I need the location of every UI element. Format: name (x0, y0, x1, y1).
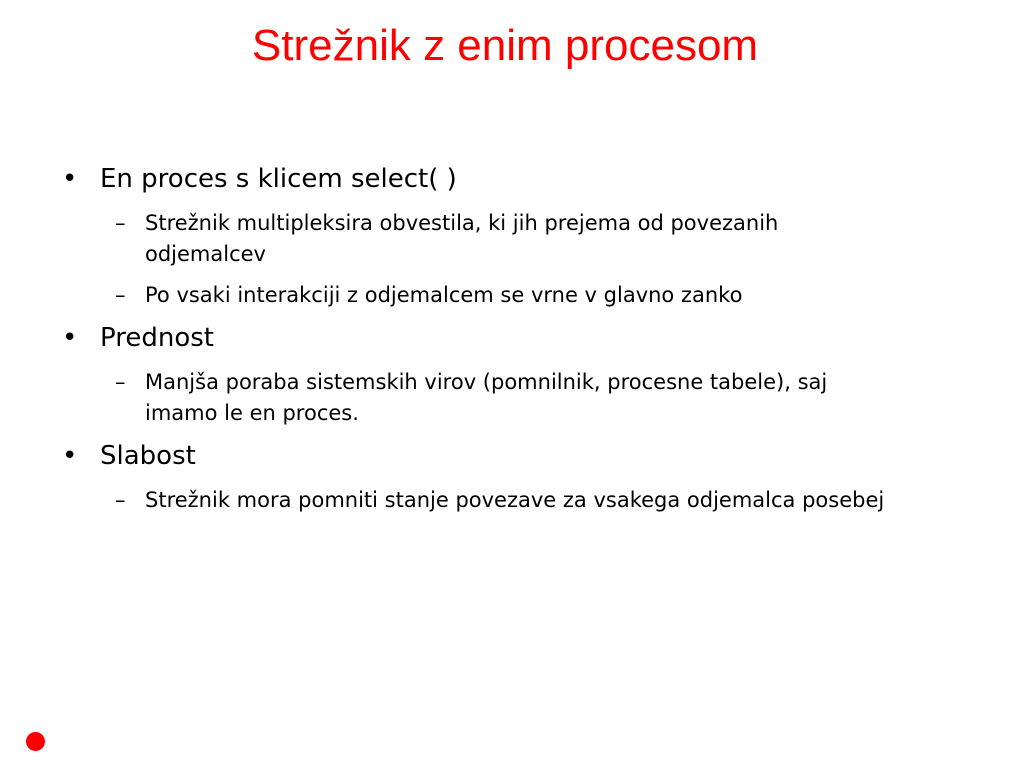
bullet-icon: • (62, 164, 78, 194)
bullet-item (62, 319, 962, 429)
dash-icon: – (115, 488, 126, 512)
bullet-text: En proces s klicem select( ) (100, 164, 457, 194)
slide-title: Strežnik z enim procesom (251, 21, 759, 70)
sub-item-text: Po vsaki interakciji z odjemalcem se vrne v glavno zanko (145, 283, 743, 307)
sub-item-text: Strežnik multipleksira obvestila, ki jih prejema od povezanih odjemalcev (145, 211, 779, 266)
bullet-text: Prednost (100, 323, 214, 353)
red-dot-icon (26, 732, 45, 751)
bullet-item (62, 437, 962, 516)
bullet-icon: • (62, 441, 78, 471)
sub-item-text: Strežnik mora pomniti stanje povezave za vsakega odjemalca posebej (145, 488, 885, 512)
sub-item (100, 485, 905, 516)
sub-list (100, 208, 962, 311)
bullet-icon: • (62, 323, 78, 353)
dash-icon: – (115, 211, 126, 235)
sub-list (100, 485, 962, 516)
sub-item (100, 208, 905, 270)
sub-item (100, 367, 905, 429)
sub-item (100, 280, 905, 311)
dash-icon: – (115, 283, 126, 307)
bullet-item (62, 160, 962, 311)
bullet-list (62, 160, 962, 524)
bullet-text: Slabost (100, 441, 196, 471)
sub-list (100, 367, 962, 429)
sub-item-text: Manjša poraba sistemskih virov (pomnilnik, procesne tabele), saj imamo le en proces. (145, 370, 828, 425)
dash-icon: – (115, 370, 126, 394)
